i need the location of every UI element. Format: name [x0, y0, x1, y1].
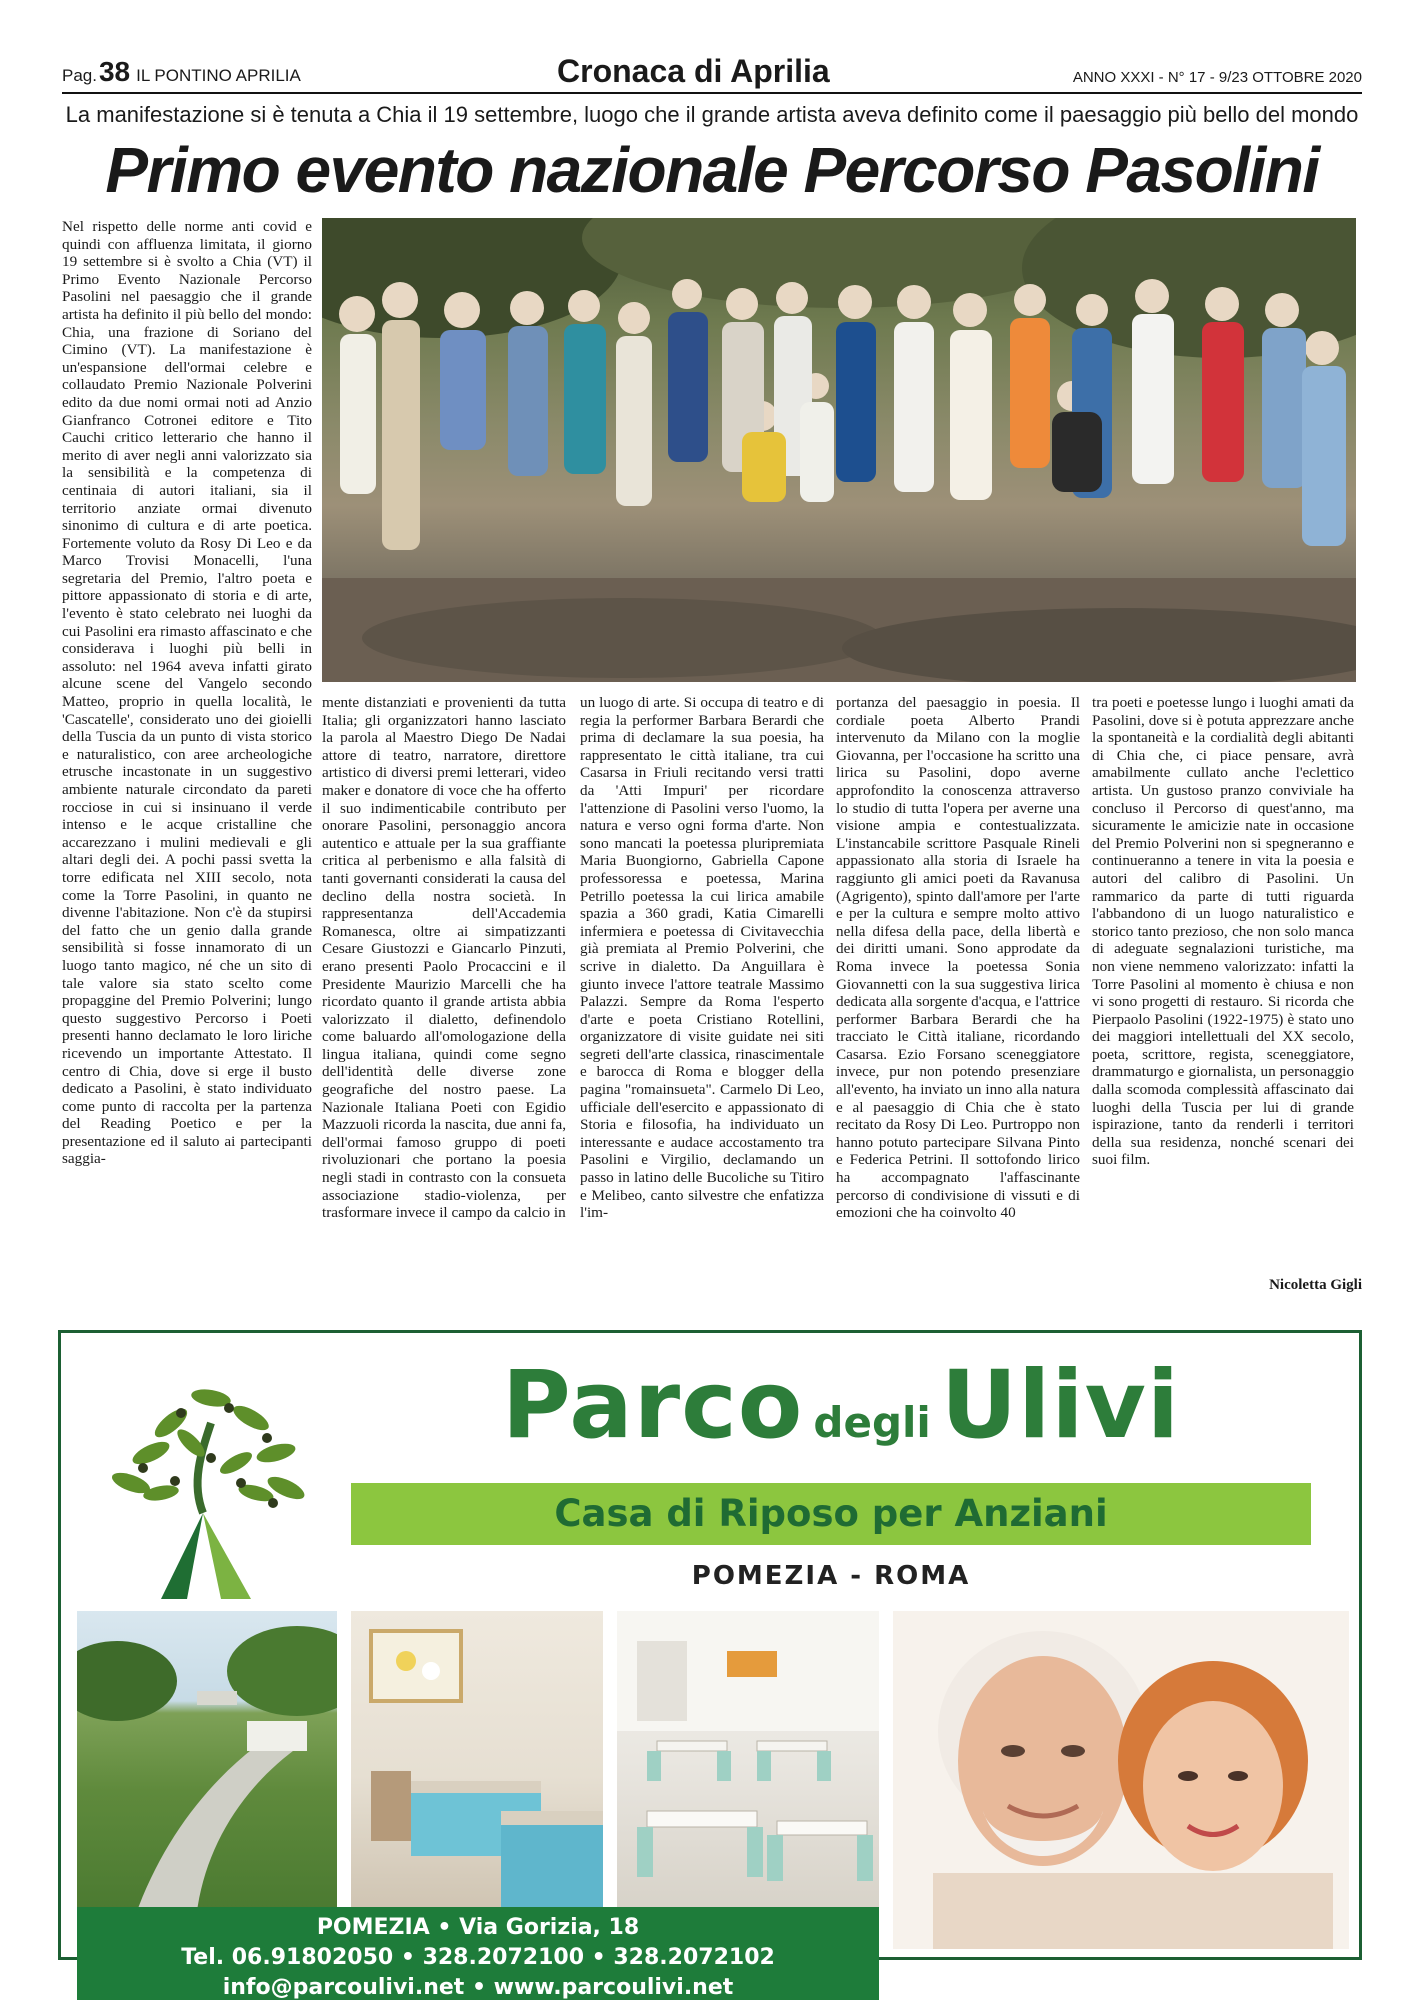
dining-room-illustration	[617, 1611, 879, 1911]
ad-web[interactable]: info@parcoulivi.net • www.parcoulivi.net	[222, 1975, 734, 2000]
article-headline: Primo evento nazionale Percorso Pasolini	[105, 134, 1319, 206]
advertisement	[58, 1330, 1362, 2000]
article-column-2: mente distanziati e provenienti da tutta Italia; gli organizzatori hanno lasciato la parola al Maestro Diego De Nadai attore di teatro, narratore, direttore artistico di diversi premi letterari, video maker e donatore di voce che ha offerto il suo indimenticabile contributo per onorare Pasolini, personaggio ancora autentico e attuale per la sua graffiante critica al perbenismo e alla falsità di tanti governanti considerati la causa del declino della nostra società. In rappresentanza dell'Accademia Romanesca, oltre ai simpatizzanti Cesare Giustozzi e Giancarlo Pinzuti, erano presenti Paolo Procaccini e il Presidente Maurizio Marcelli che ha ricordato quanto il grande artista abbia valorizzato il dialetto, definendolo come baluardo all'omologazione della lingua italiana, quindi come segno dell'identità delle diverse zone geografiche del nostro paese. La Nazionale Italiana Poeti con Egidio Mazzuoli ricorda la nascita, due anni fa, dell'ormai famoso gruppo di poeti rivoluzionari che portano la poesia negli stadi in contrasto con la consueta associazione stadio-violenza, per trasformare invece il campo da calcio in	[322, 694, 566, 1222]
olive-tree-logo	[91, 1363, 321, 1603]
ad-address: POMEZIA • Via Gorizia, 18	[316, 1915, 640, 1940]
article-column-3: un luogo di arte. Si occupa di teatro e di regia la performer Barbara Berardi che prima di declamare la sua poesia, ha rappresentato le città italiane, tra cui Casarsa in Friuli recitando versi tratti da 'Atti Impuri' per ricordare l'attenzione di Pasolini verso l'uomo, la natura e verso ogni forma d'arte. Non sono mancati la poetessa pluripremiata Maria Buongiorno, Gabriella Capone professoressa e poetessa, Marina Petrillo poetessa la cui lirica amabile spazia a 360 gradi, Katia Cimarelli infermiera e poetessa di Civitavecchia già premiata al Premio Polverini, che scrive in dialetto. Da Anguillara è giunto invece l'attore teatrale Massimo Palazzi. Sempre da Roma l'esperto d'arte e poeta Cristiano Rotellini, organizzatore di visite guidate nei siti segreti dell'arte classica, rinascimentale e barocca di Roma e blogger della pagina "romainsueta". Carmelo Di Leo, ufficiale dell'esercito e appassionato di Storia e filosofia, ha individuato un interessante e audace accostamento tra Pasolini e Virgilio, declamando un passo in latino delle Bucoliche su Titiro e Melibeo, canto silvestre che enfatizza l'im-	[580, 694, 824, 1222]
garden-illustration	[77, 1611, 337, 1911]
elderly-couple-illustration	[893, 1611, 1349, 1949]
masthead-left	[62, 56, 301, 88]
elderly-couple-photo	[893, 1611, 1349, 1949]
newspaper-name: IL PONTINO APRILIA	[136, 66, 301, 85]
ad-contact-box	[77, 1907, 879, 2000]
ad-title-ulivi: Ulivi	[940, 1351, 1181, 1460]
ad-title	[346, 1351, 1336, 1460]
bedroom-photo	[351, 1611, 603, 1911]
article-byline: Nicoletta Gigli	[1269, 1277, 1362, 1293]
page-label: Pag.	[62, 66, 97, 85]
bedroom-illustration	[351, 1611, 603, 1911]
ad-location: POMEZIA - ROMA	[691, 1561, 971, 1591]
article-column-5: tra poeti e poetesse lungo i luoghi amati da Pasolini, dove si è potuta apprezzare anche la spontaneità e la cordialità degli abitanti di Chia che, ci piace pensare, avrà amabilmente cullato anche l'eclettico artista. Un gustoso pranzo conviviale ha concluso il Percorso di quest'anno, ma sicuramente le amicizie nate in occasione del Premio Polverini non si spegneranno e continueranno a tenere in vita la poesia e autori del calibro di Pasolini. Un rammarico da parte di tutti riguarda l'abbandono di un luogo naturalistico e storico tanto prezioso, che non solo manca di adeguate segnalazioni turistiche, ma non viene nemmeno valorizzato: infatti la Torre Pasolini al momento è chiusa e non vi sono progetti di restauro. Si ricorda che Pierpaolo Pasolini (1922-1975) è stato uno dei maggiori intellettuali del XX secolo, poeta, scrittore, regista, sceneggiatore, drammaturgo e giornalista, un personaggio dalla scomoda complessità affascinato dai luoghi della Tuscia per lui di grande ispirazione, tanto da renderli i territori della sua residenza, nonché scenari dei suoi film.	[1092, 694, 1354, 1169]
article-kicker: La manifestazione si è tenuta a Chia il 19 settembre, luogo che il grande artista aveva definito come il paesaggio più bello del mondo	[65, 102, 1359, 127]
ad-subtitle: Casa di Riposo per Anziani	[554, 1492, 1108, 1535]
masthead	[62, 53, 1362, 94]
ad-title-degli: degli	[813, 1398, 931, 1447]
article-column-1: Nel rispetto delle norme anti covid e quindi con affluenza limitata, il giorno 19 settembre si è svolto a Chia (VT) il Primo Evento Nazionale Percorso Pasolini nel paesaggio che il grande artista ha definito il più bello del mondo: Chia, una frazione di Soriano del Cimino (VT). La manifestazione è un'espansione dell'ormai celebre e collaudato Premio Nazionale Polverini edito da due nomi ormai noti ad Anzio Gianfranco Cotronei editore e Tito Cauchi critico letterario che hanno il merito di aver negli anni valorizzato sia la sensibilità e la competenza di centinaia di autori italiani, sia il territorio anziate ormai divenuto sinonimo di cultura e di arte poetica. Fortemente voluto da Rosy Di Leo e da Marco Trovisi Monacelli, l'una segretaria del Premio, l'altro poeta e pittore appassionato di storia e di arte, l'evento è stato celebrato nei luoghi da cui Pasolini era rimasto affascinato e che considerava i luoghi più belli in assoluto: nel 1964 aveva infatti girato alcune scene del Vangelo secondo Matteo, proprio in quella località, le 'Cascatelle', considerato uno dei gioielli della Tuscia da un punto di vista storico e naturalistico, con aree archeologiche etrusche incastonate in un suggestivo ambiente naturale circondato da pareti rocciose in cui si insinuano il verde intenso e le acque cristalline che accarezzano i mulini medievali e gli altari degli dei. A pochi passi svetta la torre edificata nel XIII secolo, nota come la Torre Pasolini, in quanto ne divenne l'abitazione. Non c'è da stupirsi del fatto che un genio dalla grande sensibilità si fosse innamorato di un luogo tanto magico, né che un sito di tale valore sia stato scelto come propaggine del Premio Polverini; lungo questo suggestivo Percorso i Poeti presenti hanno declamato le loro liriche ricevendo un importante Attestato. Il centro di Chia, dove si erge il busto dedicato a Pasolini, è stato individuato come punto di raccolta per la partenza del Reading Poetico e per la presentazione ed il saluto ai partecipanti saggia-	[62, 218, 312, 1168]
ad-phones[interactable]: Tel. 06.91802050 • 328.2072100 • 328.2072102	[181, 1945, 775, 1970]
group-photo-illustration	[322, 218, 1356, 682]
ad-subtitle-band	[351, 1483, 1311, 1545]
page-number: 38	[98, 56, 131, 87]
section-title: Cronaca di Aprilia	[557, 53, 830, 89]
group-photo	[322, 218, 1356, 682]
dining-room-photo	[617, 1611, 879, 1911]
ad-title-parco: Parco	[501, 1351, 804, 1460]
article-column-4: portanza del paesaggio in poesia. Il cordiale poeta Alberto Prandi intervenuto da Milano con la moglie Giovanna, per l'occasione ha scritto una lirica su Pasolini, dopo averne approfondito la conoscenza attraverso lo studio di tutta l'opera per averne una visione ampia e contestualizzata. L'instancabile scrittore Pasquale Rineli appassionato alla storia di Israele ha raggiunto gli amici poeti da Ravanusa (Agrigento), spinto dall'amore per l'arte e per la cultura e sempre molto attivo nella difesa della pace, della libertà e dei diritti umani. Sono approdate da Roma invece la poetessa Sonia Giovannetti con la sua suggestiva lirica dedicata alla sorgente d'acqua, e l'attrice performer Barbara Berardi che ha tracciato le Città italiane, ricordando Casarsa. Ezio Forsano sceneggiatore invece, pur non potendo presenziare all'evento, ha inviato un inno alla natura e al paesaggio di Chia che è stato recitato da Rosy Di Leo. Purtroppo non hanno potuto partecipare Silvana Pinto e Federica Petrini. Il sottofondo lirico ha accompagnato l'affascinante percorso di condivisione di vissuti e di emozioni che ha coinvolto 40	[836, 694, 1080, 1222]
issue-info: ANNO XXXI - N° 17 - 9/23 OTTOBRE 2020	[1072, 69, 1362, 86]
garden-photo	[77, 1611, 337, 1911]
